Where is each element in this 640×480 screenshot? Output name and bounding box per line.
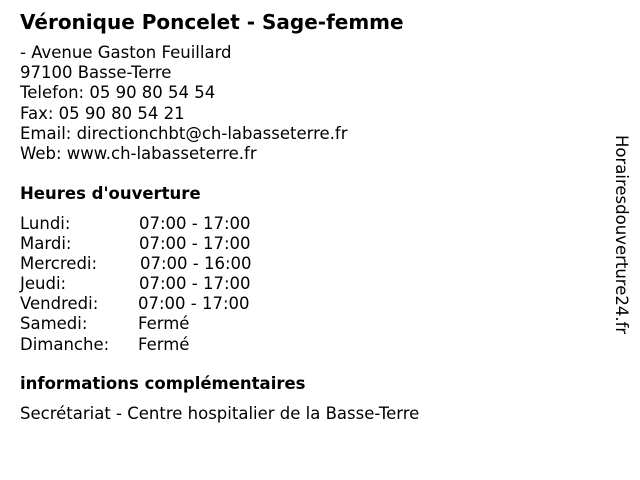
- hours-time: Fermé: [138, 314, 190, 334]
- hours-day: Dimanche:: [20, 334, 110, 354]
- site-watermark: Horairesdouverture24.fr: [612, 135, 631, 335]
- hours-heading: Heures d'ouverture: [20, 184, 201, 203]
- phone-line: Telefon: 05 90 80 54 54: [20, 83, 216, 103]
- hours-day: Samedi:: [20, 314, 88, 334]
- info-text: Secrétariat - Centre hospitalier de la Basse-Terre: [20, 404, 420, 423]
- hours-time: 07:00 - 16:00: [140, 254, 252, 274]
- hours-day: Mercredi:: [20, 254, 98, 274]
- address-street: - Avenue Gaston Feuillard: [20, 43, 232, 62]
- info-heading: informations complémentaires: [20, 374, 306, 393]
- hours-time: Fermé: [138, 334, 190, 354]
- fax-line: Fax: 05 90 80 54 21: [20, 103, 185, 123]
- hours-time: 07:00 - 17:00: [139, 214, 251, 233]
- hours-day: Vendredi:: [20, 294, 99, 314]
- page-title: Véronique Poncelet - Sage-femme: [20, 10, 404, 34]
- hours-time: 07:00 - 17:00: [139, 274, 251, 294]
- hours-day: Jeudi:: [20, 274, 67, 294]
- contact-block: [20, 43, 348, 164]
- hours-day: Lundi:: [20, 214, 71, 233]
- hours-time: 07:00 - 17:00: [138, 294, 250, 314]
- hours-day: Mardi:: [20, 234, 72, 254]
- address-city: 97100 Basse-Terre: [20, 63, 172, 83]
- web-line: Web: www.ch-labasseterre.fr: [20, 143, 257, 163]
- email-line: Email: directionchbt@ch-labasseterre.fr: [20, 123, 348, 143]
- hours-time: 07:00 - 17:00: [139, 234, 251, 254]
